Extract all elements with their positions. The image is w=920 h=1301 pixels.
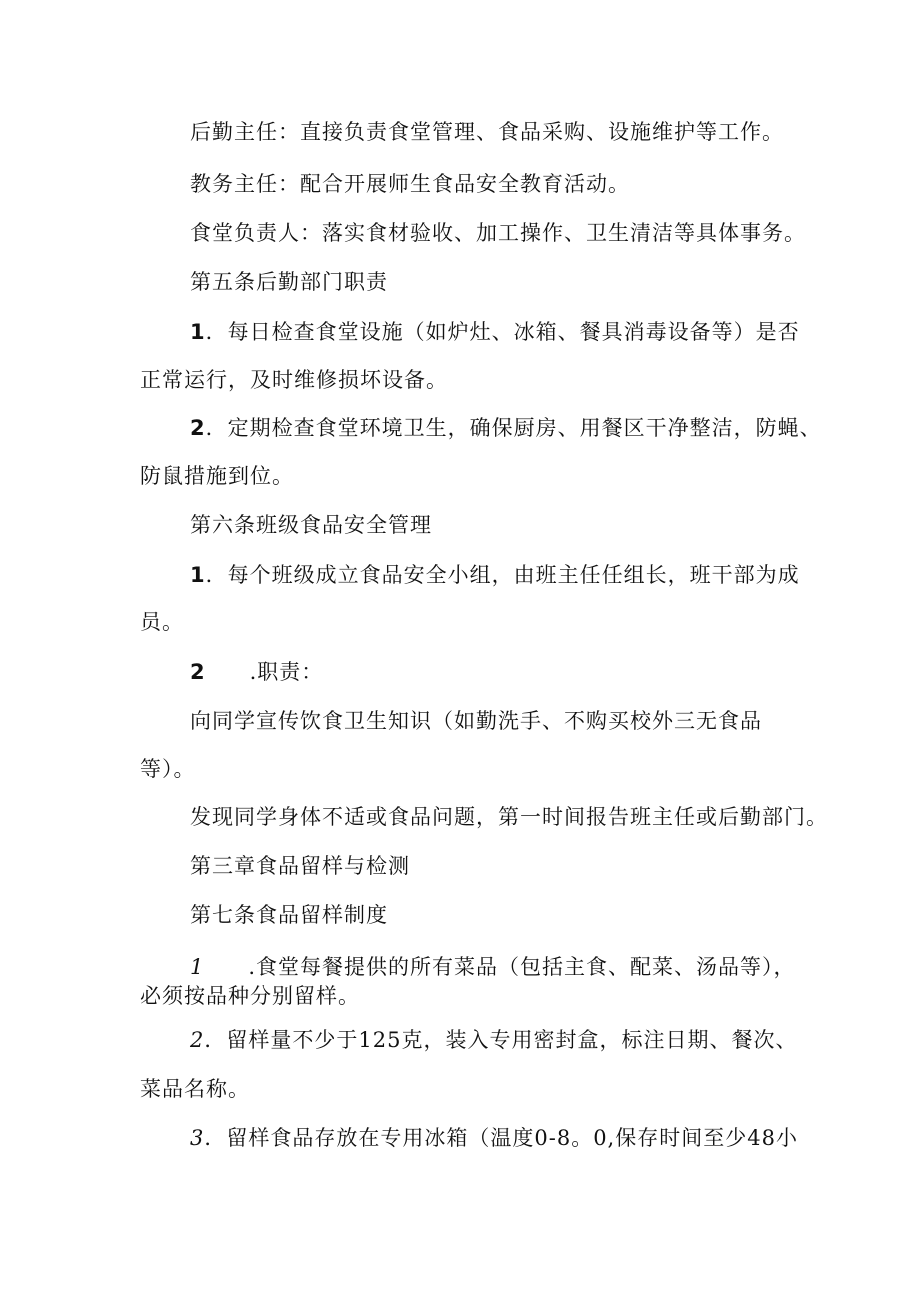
item-number: 2 [190, 1028, 205, 1052]
item-number: 1 [190, 563, 206, 587]
article-6-item-1 [190, 561, 800, 589]
article-5-heading: 第五条后勤部门职责 [190, 270, 388, 294]
item-text: .职责： [249, 660, 324, 684]
item-text: .食堂每餐提供的所有菜品（包括主食、配菜、汤品等）， [248, 955, 796, 979]
article-7-item-1 [190, 953, 796, 981]
article-5-item-1 [190, 318, 800, 346]
article-7-item-2-cont: 菜品名称。 [140, 1077, 250, 1101]
paragraph-academic-director: 教务主任：配合开展师生食品安全教育活动。 [190, 172, 630, 196]
article-7-heading: 第七条食品留样制度 [190, 903, 388, 927]
item-number: 1 [190, 320, 206, 344]
duty-line-1: 向同学宣传饮食卫生知识（如勤洗手、不购买校外三无食品 [190, 709, 762, 733]
item-text: ．留样食品存放在专用冰箱（温度0-8。0,保存时间至少48小 [204, 1126, 798, 1150]
item-text: ．每个班级成立食品安全小组，由班主任任组长，班干部为成 [205, 563, 800, 587]
item-number: 2 [190, 416, 206, 440]
item-number: 1 [190, 955, 205, 979]
item-text: ．每日检查食堂设施（如炉灶、冰箱、餐具消毒设备等）是否 [205, 320, 800, 344]
article-5-item-2-cont: 防鼠措施到位。 [140, 464, 294, 488]
article-5-item-1-cont: 正常运行，及时维修损坏设备。 [140, 368, 448, 392]
item-text: ．留样量不少于125克，装入专用密封盒，标注日期、餐次、 [204, 1028, 798, 1052]
article-7-item-2 [190, 1026, 797, 1054]
item-number: 2 [190, 660, 206, 684]
article-7-item-3 [190, 1124, 798, 1152]
article-6-item-2 [190, 658, 323, 686]
duty-line-1-cont: 等）。 [140, 757, 196, 781]
article-6-heading: 第六条班级食品安全管理 [190, 513, 432, 537]
duty-line-2: 发现同学身体不适或食品问题，第一时间报告班主任或后勤部门。 [190, 805, 828, 829]
paragraph-canteen-head: 食堂负责人：落实食材验收、加工操作、卫生清洁等具体事务。 [190, 221, 806, 245]
article-6-item-1-cont: 员。 [140, 610, 184, 634]
paragraph-logistics-director: 后勤主任：直接负责食堂管理、食品采购、设施维护等工作。 [190, 120, 784, 144]
chapter-3-heading: 第三章食品留样与检测 [190, 854, 410, 878]
item-number: 3 [190, 1126, 205, 1150]
item-text: ．定期检查食堂环境卫生，确保厨房、用餐区干净整洁，防蝇、 [205, 416, 822, 440]
article-7-item-1-cont: 必须按品种分别留样。 [140, 984, 360, 1008]
article-5-item-2 [190, 414, 822, 442]
